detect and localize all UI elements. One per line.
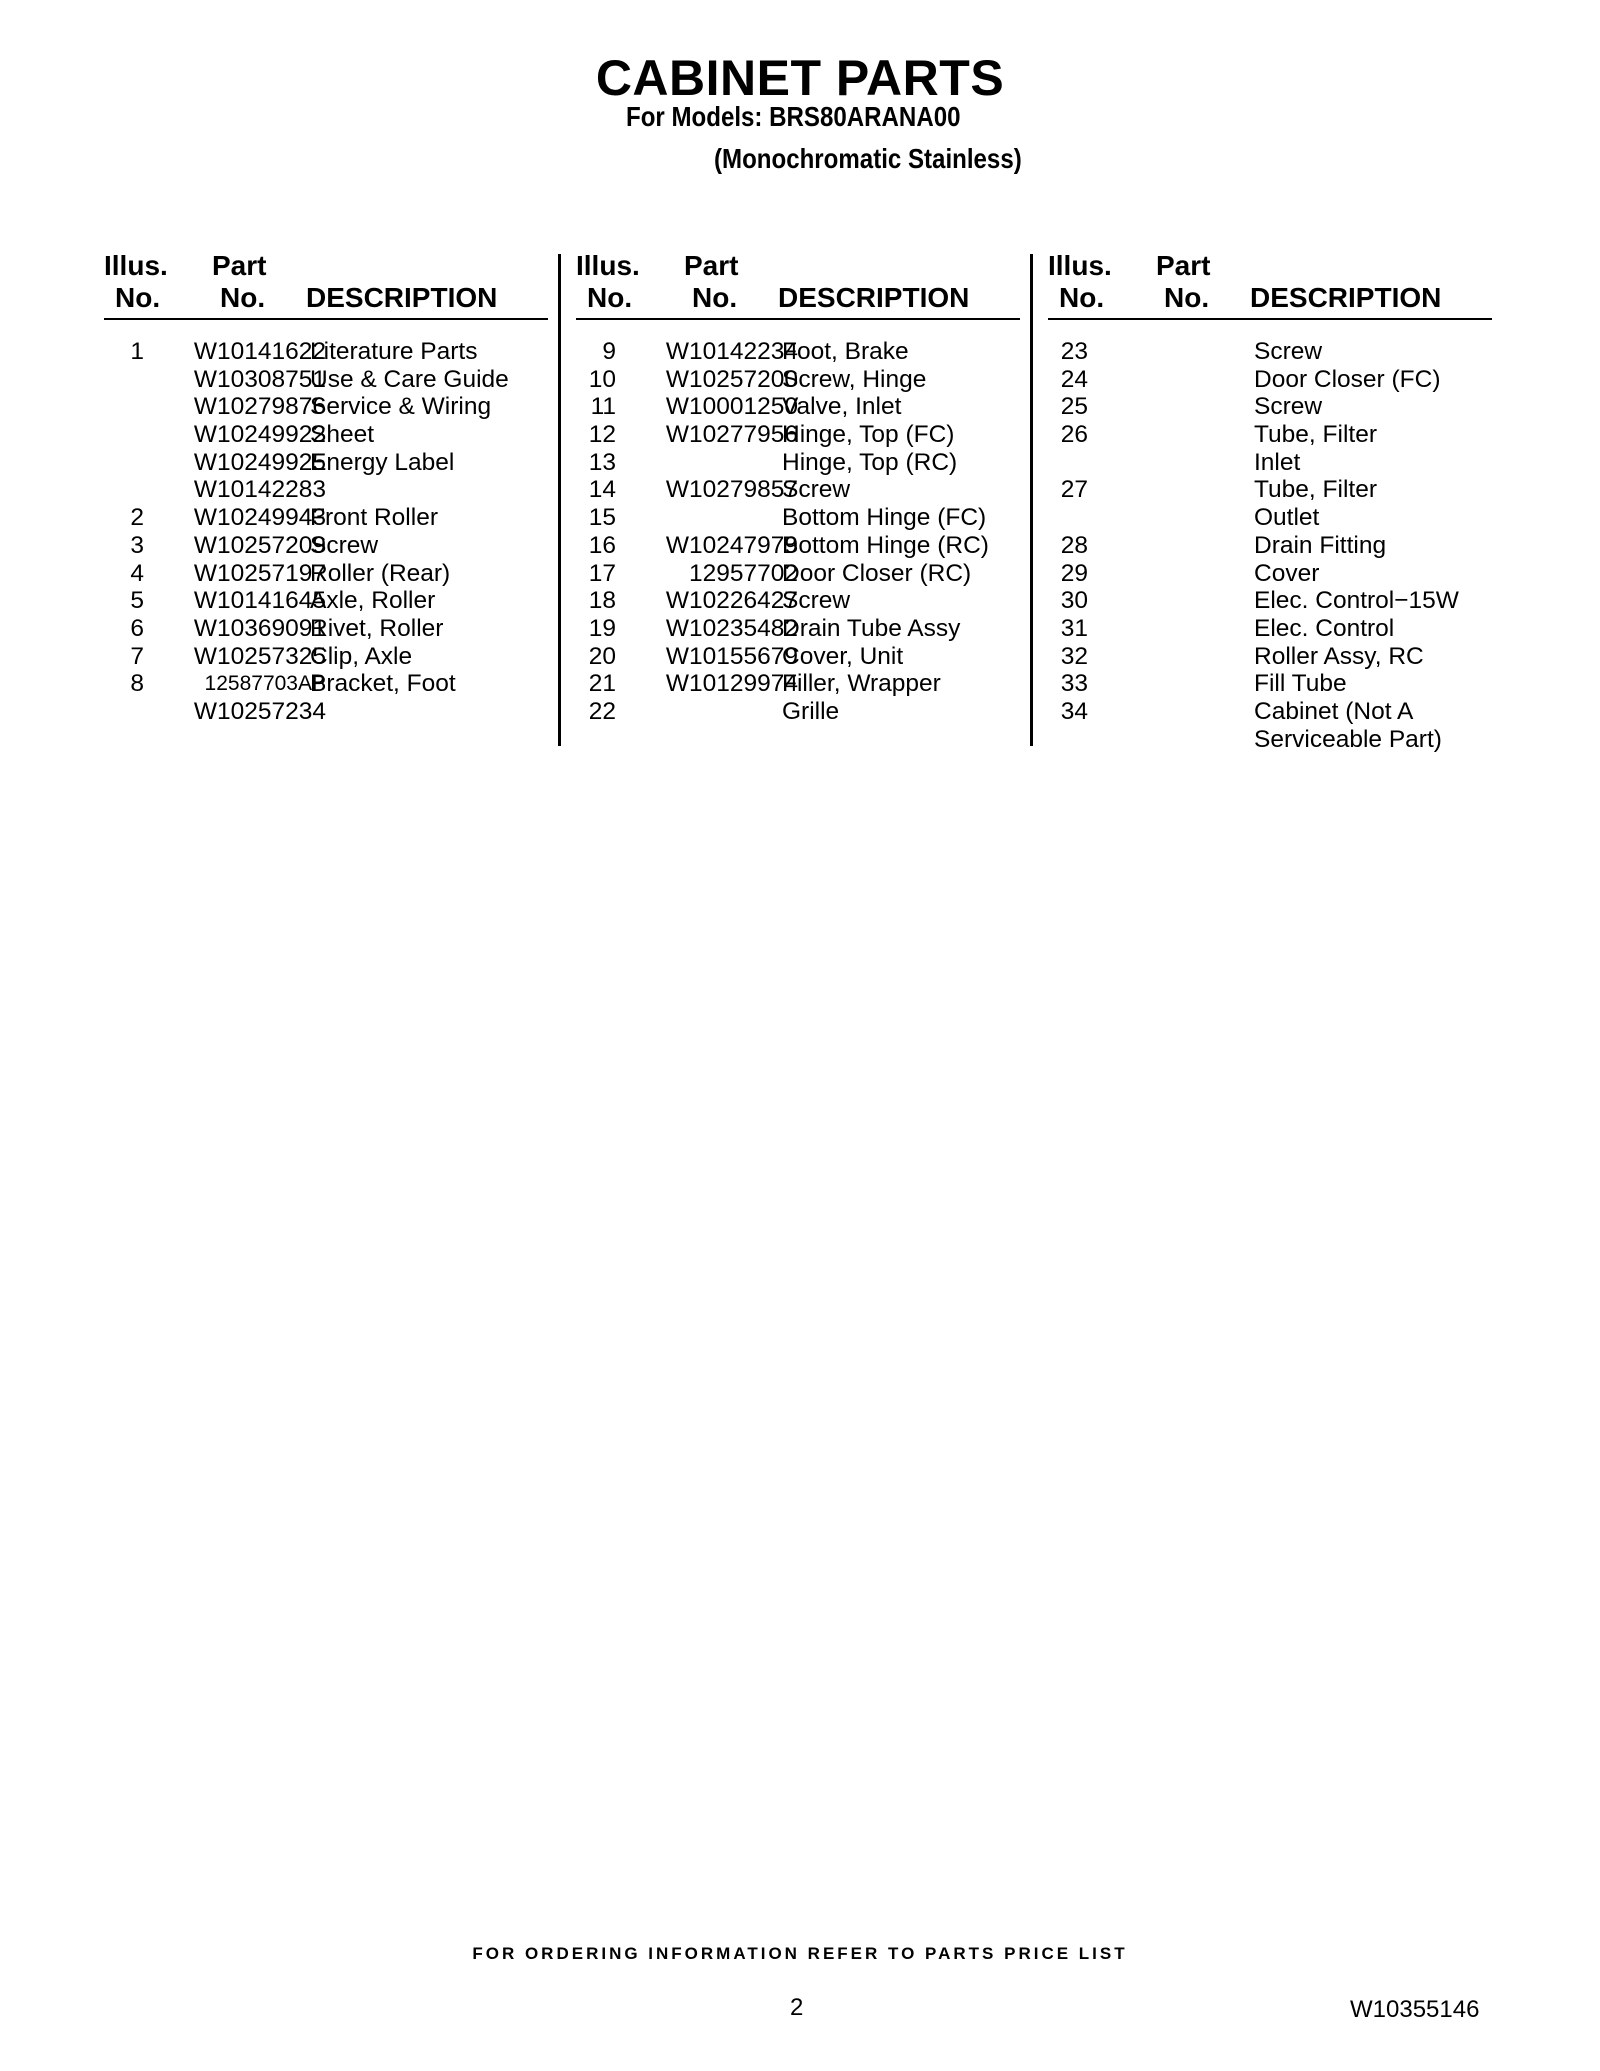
part-description: Screw xyxy=(1254,338,1323,365)
part-number: W10279876 xyxy=(193,393,326,421)
part-number: W10257197 xyxy=(193,559,326,587)
description-header: DESCRIPTION xyxy=(306,282,498,313)
part-header-bottom: No. xyxy=(220,282,266,313)
part-description: Inlet xyxy=(1254,448,1301,476)
part-description: Foot, Brake xyxy=(782,338,909,365)
part-description: Bottom Hinge (FC) xyxy=(782,504,987,532)
illus-number: 14 xyxy=(588,476,616,504)
part-description: Tube, Filter xyxy=(1254,421,1377,449)
illus-number: 3 xyxy=(130,531,144,559)
part-number: 12957702 xyxy=(688,559,798,587)
part-description: Hinge, Top (FC) xyxy=(782,421,955,449)
column-header xyxy=(104,248,548,320)
part-description: Filler, Wrapper xyxy=(782,670,941,698)
part-description: Cover xyxy=(1254,559,1320,587)
illus-number: 22 xyxy=(588,697,616,725)
illus-number: 19 xyxy=(588,614,616,642)
part-description: Serviceable Part) xyxy=(1254,725,1442,753)
column-header xyxy=(576,248,1020,320)
description-header: DESCRIPTION xyxy=(778,282,970,313)
part-description: Screw xyxy=(782,476,851,504)
part-description: Rivet, Roller xyxy=(310,614,444,642)
part-description: Roller Assy, RC xyxy=(1254,642,1424,670)
part-description: Cover, Unit xyxy=(782,642,904,670)
part-description: Use & Care Guide xyxy=(310,365,509,393)
illus-number: 5 xyxy=(130,587,144,615)
illus-number: 25 xyxy=(1060,393,1088,421)
part-description: Cabinet (Not A xyxy=(1254,697,1414,725)
finish-line: (Monochromatic Stainless) xyxy=(714,143,1022,174)
illus-number: 12 xyxy=(588,421,616,449)
illus-number: 29 xyxy=(1060,559,1088,587)
part-description: Clip, Axle xyxy=(310,642,413,670)
part-header-top: Part xyxy=(1156,250,1211,281)
illus-number: 17 xyxy=(588,559,616,587)
illus-number: 34 xyxy=(1060,697,1088,725)
models-line: For Models: BRS80ARANA00 xyxy=(626,101,961,132)
page-title: CABINET PARTS xyxy=(595,50,1005,106)
part-description: Bottom Hinge (RC) xyxy=(782,531,989,559)
illus-header-top: Illus. xyxy=(1048,250,1112,281)
part-description: Door Closer (FC) xyxy=(1254,365,1441,393)
illus-number: 30 xyxy=(1060,587,1088,615)
illus-header-bottom: No. xyxy=(587,282,633,313)
column-divider xyxy=(1030,254,1033,746)
illus-number: 24 xyxy=(1060,365,1088,393)
illus-number: 32 xyxy=(1060,642,1088,670)
illus-number: 10 xyxy=(588,365,616,393)
illus-number: 7 xyxy=(130,642,144,670)
part-description: Axle, Roller xyxy=(310,587,436,615)
illus-header-top: Illus. xyxy=(104,250,168,281)
part-number: W10141622 xyxy=(193,338,326,365)
part-number: W10257325 xyxy=(193,642,326,670)
illus-number: 21 xyxy=(588,670,616,698)
description-header: DESCRIPTION xyxy=(1250,282,1442,313)
illus-number: 11 xyxy=(590,393,616,421)
illus-number: 1 xyxy=(130,338,144,365)
part-number: W10279857 xyxy=(665,476,798,504)
part-description: Sheet xyxy=(310,421,375,449)
part-header-top: Part xyxy=(684,250,739,281)
part-number: W10308751 xyxy=(193,365,326,393)
document-number: W10355146 xyxy=(1350,1996,1480,2023)
illus-number: 31 xyxy=(1060,614,1088,642)
part-number: W10142234 xyxy=(665,338,798,365)
part-description: Literature Parts xyxy=(310,338,478,365)
part-description: Valve, Inlet xyxy=(782,393,902,421)
part-header-top: Part xyxy=(212,250,267,281)
part-description: Grille xyxy=(782,697,840,725)
part-description: Screw xyxy=(310,531,379,559)
part-description: Tube, Filter xyxy=(1254,476,1377,504)
page-number: 2 xyxy=(790,1994,804,2021)
part-number: W10129974 xyxy=(665,670,798,698)
part-number: 12587703AP xyxy=(204,672,326,696)
illus-header-bottom: No. xyxy=(115,282,161,313)
illus-header-bottom: No. xyxy=(1059,282,1105,313)
column-divider xyxy=(558,254,561,746)
part-number: W10001250 xyxy=(665,393,798,421)
illus-number: 8 xyxy=(130,670,144,698)
part-description: Door Closer (RC) xyxy=(782,559,972,587)
part-number: W10249943 xyxy=(193,504,326,532)
part-number: W10247979 xyxy=(665,531,798,559)
part-description: Fill Tube xyxy=(1254,670,1347,698)
part-number: W10257200 xyxy=(665,365,798,393)
part-number: W10257234 xyxy=(193,697,326,725)
part-description: Energy Label xyxy=(310,448,455,476)
part-header-bottom: No. xyxy=(1164,282,1210,313)
part-description: Screw xyxy=(1254,393,1323,421)
part-number: W10277956 xyxy=(665,421,798,449)
part-description: Screw xyxy=(782,587,851,615)
column-header xyxy=(1048,248,1492,320)
illus-number: 2 xyxy=(130,504,144,532)
part-number: W10249925 xyxy=(193,448,326,476)
part-description: Outlet xyxy=(1254,504,1320,532)
part-number: W10141645 xyxy=(193,587,326,615)
part-description: Elec. Control xyxy=(1254,614,1395,642)
part-number: W10235482 xyxy=(665,614,798,642)
illus-number: 23 xyxy=(1060,338,1088,365)
part-number: W10142283 xyxy=(193,476,326,504)
part-header-bottom: No. xyxy=(692,282,738,313)
illus-number: 28 xyxy=(1060,531,1088,559)
illus-number: 6 xyxy=(130,614,144,642)
part-description: Drain Tube Assy xyxy=(782,614,961,642)
illus-number: 15 xyxy=(588,504,616,532)
part-description: Roller (Rear) xyxy=(310,559,451,587)
illus-header-top: Illus. xyxy=(576,250,640,281)
part-number: W10249922 xyxy=(193,421,326,449)
part-number: W10369091 xyxy=(193,614,326,642)
part-number: W10226427 xyxy=(665,587,798,615)
part-description: Drain Fitting xyxy=(1254,531,1387,559)
part-description: Hinge, Top (RC) xyxy=(782,448,958,476)
part-description: Screw, Hinge xyxy=(782,365,927,393)
illus-number: 26 xyxy=(1060,421,1088,449)
illus-number: 16 xyxy=(588,531,616,559)
illus-number: 13 xyxy=(588,448,616,476)
ordering-note: FOR ORDERING INFORMATION REFER TO PARTS PRICE LIST xyxy=(472,1944,1128,1963)
illus-number: 4 xyxy=(130,559,144,587)
part-number: W10257209 xyxy=(193,531,326,559)
illus-number: 9 xyxy=(602,338,616,365)
part-number: W10155679 xyxy=(665,642,798,670)
part-description: Bracket, Foot xyxy=(310,670,456,698)
illus-number: 20 xyxy=(588,642,616,670)
part-description: Elec. Control−15W xyxy=(1254,587,1459,615)
part-description: Service & Wiring xyxy=(310,393,492,421)
part-description: Front Roller xyxy=(310,504,438,532)
illus-number: 18 xyxy=(588,587,616,615)
illus-number: 33 xyxy=(1060,670,1088,698)
illus-number: 27 xyxy=(1060,476,1088,504)
